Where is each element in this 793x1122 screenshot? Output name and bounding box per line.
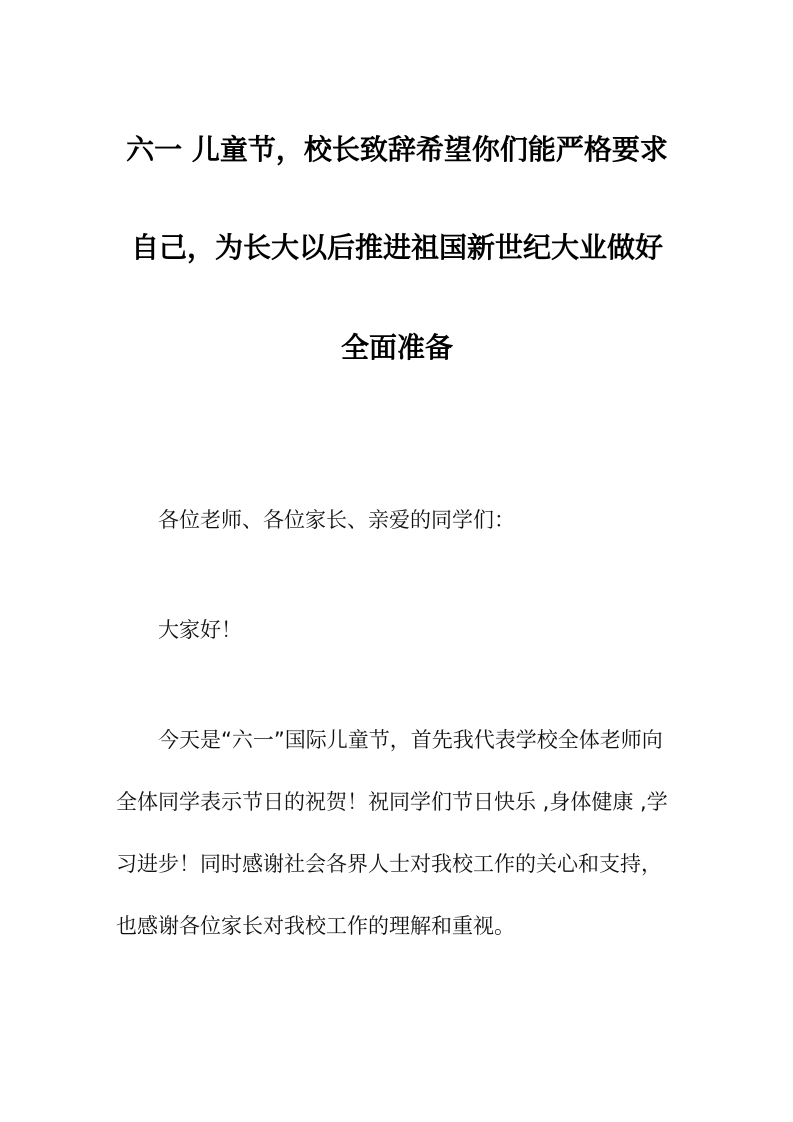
title-line-1: 六一 儿童节，校长致辞希望你们能严格要求 (126, 133, 668, 166)
title-line-2: 自己，为长大以后推进祖国新世纪大业做好 (130, 231, 663, 264)
paragraph-line: 全体同学表示节日的祝贺！祝同学们节日快乐 ,身体健康 ,学 (116, 790, 668, 814)
paragraph-line: 也感谢各位家长对我校工作的理解和重视。 (116, 914, 515, 938)
paragraph-line: 习进步！同时感谢社会各界人士对我校工作的关心和支持， (116, 852, 662, 876)
salutation: 各位老师、各位家长、亲爱的同学们： (158, 508, 515, 532)
greeting: 大家好！ (158, 618, 242, 642)
paragraph-line: 今天是“六一”国际儿童节，首先我代表学校全体老师向 (158, 728, 663, 752)
title-line-3: 全面准备 (340, 331, 453, 364)
